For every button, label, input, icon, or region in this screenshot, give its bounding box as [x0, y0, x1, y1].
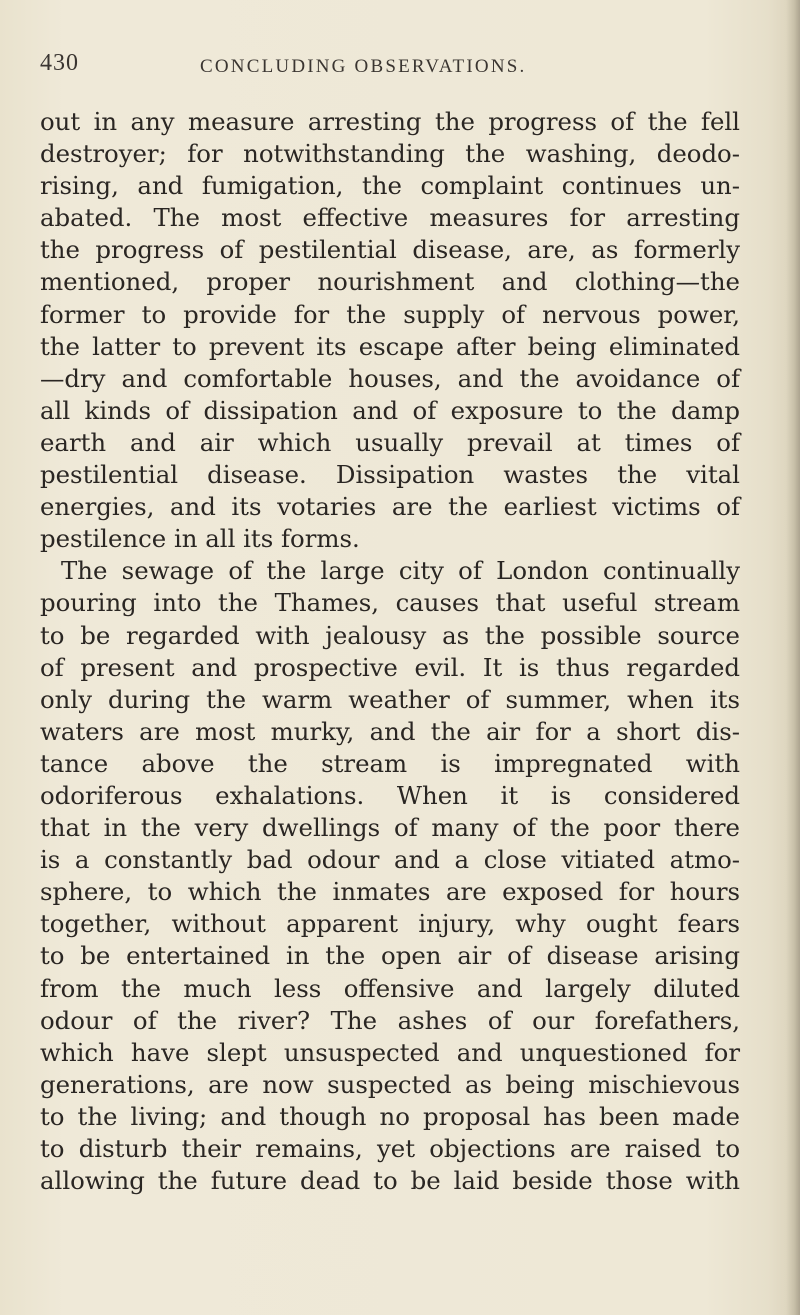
running-title: CONCLUDING OBSERVATIONS. [200, 56, 527, 77]
text-line: pestilential disease. Dissipation wastes the vital [40, 460, 740, 490]
page-number: 430 [40, 50, 79, 76]
text-line: out in any measure arresting the progress of the fell [40, 107, 740, 136]
body-text [40, 106, 740, 1197]
text-line: of present and prospective evil. It is thus regarded [40, 652, 740, 682]
text-line: the latter to prevent its escape after being eliminated [40, 331, 740, 361]
text-line: to the living; and though no proposal has been made [40, 1101, 740, 1131]
text-line: mentioned, proper nourishment and clothing—the [40, 267, 740, 297]
text-line: pestilence in all its forms. [40, 524, 360, 554]
text-line: The sewage of the large city of London continually [61, 556, 740, 586]
text-line: waters are most murky, and the air for a short dis- [40, 716, 740, 746]
text-line: sphere, to which the inmates are exposed for hours [40, 877, 740, 907]
text-line: that in the very dwellings of many of the poor there [40, 813, 740, 843]
text-line: only during the warm weather of summer, when its [40, 684, 740, 714]
text-line: all kinds of dissipation and of exposure to the damp [40, 395, 740, 425]
text-line: generations, are now suspected as being mischievous [40, 1069, 740, 1099]
page-edge-shadow [786, 0, 800, 1315]
text-line: tance above the stream is impregnated with [40, 748, 740, 778]
text-line: to be regarded with jealousy as the possible source [40, 620, 740, 650]
text-line: the progress of pestilential disease, are, as formerly [40, 235, 740, 265]
text-line: to disturb their remains, yet objections are raised to [40, 1134, 740, 1163]
text-line: pouring into the Thames, causes that useful stream [40, 588, 740, 618]
text-line: from the much less offensive and largely diluted [40, 973, 740, 1003]
text-line: which have slept unsuspected and unquestioned for [40, 1037, 740, 1067]
text-line: odour of the river? The ashes of our forefathers, [40, 1005, 740, 1035]
text-line: earth and air which usually prevail at times of [40, 427, 740, 457]
text-line: energies, and its votaries are the earliest victims of [40, 492, 740, 522]
text-line: rising, and fumigation, the complaint continues un- [40, 171, 740, 201]
text-line: allowing the future dead to be laid beside those with [40, 1166, 740, 1196]
text-line: to be entertained in the open air of disease arising [40, 941, 740, 971]
text-line: odoriferous exhalations. When it is considered [40, 780, 740, 810]
text-line: destroyer; for notwithstanding the washing, deodo- [40, 139, 740, 169]
text-line: abated. The most effective measures for arresting [40, 203, 740, 233]
text-line: —dry and comfortable houses, and the avoidance of [40, 363, 740, 393]
text-line: former to provide for the supply of nervous power, [40, 299, 740, 329]
text-line: together, without apparent injury, why ought fears [40, 909, 740, 939]
text-line: is a constantly bad odour and a close vitiated atmo- [40, 845, 740, 875]
